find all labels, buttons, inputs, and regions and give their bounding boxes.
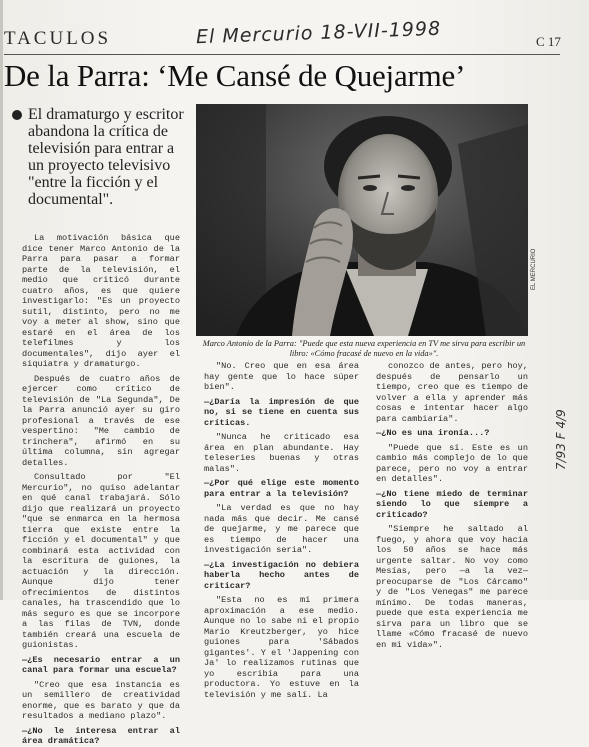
article-paragraph: conozco de antes, pero hoy, después de pensarlo un tiempo, creo que es tiempo de volver a ella y aprender más cosas e intentar hacer algo para cambiaría". (376, 361, 528, 424)
article-headline: De la Parra: ‘Me Cansé de Quejarme’ (4, 58, 466, 93)
photo-caption: Marco Antonio de la Parra: "Puede que esta nueva experiencia en TV me sirva para escribir un libro: «Cómo fracasé de nuevo en la vida»". (202, 339, 526, 358)
article-paragraph: "No. Creo que en esa área hay gente que lo hace súper bien". (204, 361, 359, 392)
article-paragraph: "Nunca he criticado esa área en plan abundante. Hay teleseries buenas y otras malas". (204, 432, 359, 474)
page-edge (0, 0, 3, 600)
interview-question: —¿Es necesario entrar a un canal para formar una escuela? (22, 654, 180, 675)
article-paragraph: "Puede que sí. Este es un cambio más complejo de lo que parece, pero no voy a entrar en detalles". (376, 442, 528, 484)
interview-question: —¿La investigación no debiera haberla hecho antes de criticar? (204, 559, 359, 591)
handwritten-side-note: 7/93 F 4/9 (554, 409, 568, 470)
portrait-photo (196, 104, 528, 336)
photo-credit: EL MERCURIO (531, 248, 537, 290)
article-deck: El dramaturgo y escritor abandona la crítica de televisión para entrar a un proyecto televisivo "entre la ficción y el documental". (28, 106, 184, 208)
portrait-illustration (196, 104, 528, 336)
article-paragraph: "Esta no es mi primera aproximación a ese medio. Aunque no lo sabe ni el propio Mario Kreutzberger, yo hice guiones para 'Sábados gigantes'. Y el 'Jappening con Ja' lo realizamos rutinas que yo escribía para una productora. Yo estuve en la televisión y me salí. La (204, 595, 359, 700)
interview-question: —¿No le interesa entrar al área dramática? (22, 725, 180, 746)
article-paragraph: "Siempre he saltado al fuego, y ahora que voy hacia los 50 años se hace más urgente saltar. No voy como Mesías, pero —a la vez— preocuparse de "Los Cárcamo" y de "Los Venegas" me parece mínimo. De todas maneras, puede que esta experiencia me sirva para un libro que se llame «Cómo fracasé de nuevo en mi vida»". (376, 524, 528, 650)
article-paragraph: "La verdad es que no hay nada más que decir. Me cansé de quejarme, y me parece que es tiempo de hacer una investigación seria". (204, 503, 359, 555)
article-column-3 (376, 361, 528, 650)
page-number: C 17 (536, 34, 561, 49)
article-paragraph: Consultado por "El Mercurio", no quiso adelantar en qué canal trabajará. Sólo dijo que realizará un proyecto "que se enmarca en la hermosa tierra que existe entre la ficción y el documental" y que combinará esta actividad con la escritura de guiones, la actuación y la dirección. Aunque dijo tener ofrecimientos de distintos canales, ha trascendido que lo más seguro es que se incorpore a las filas de TVN, donde también creará una escuela de guionistas. (22, 472, 180, 650)
interview-question: —¿Daría la impresión de que no, si se tiene en cuenta sus críticas. (204, 396, 359, 428)
interview-question: —¿Por qué elige este momento para entrar a la televisión? (204, 478, 359, 499)
handwritten-source-note: El Mercurio 18-VII-1998 (195, 17, 442, 49)
interview-question: —¿No es una ironía...? (376, 428, 490, 438)
article-column-1 (22, 233, 180, 747)
article-paragraph: La motivación básica que dice tener Marco Antonio de la Parra para pasar a formar parte de la televisión, el medio que criticó durante cuatro años, es que quiere investigarlo: "Es un proyecto sutil, distinto, pero no me voy a meter al show, sino que estaré en el área de los telefilmes y los documentales", dijo ayer el siquiatra y dramaturgo. (22, 233, 180, 369)
section-header: TACULOS (4, 28, 112, 49)
article-paragraph: "Creo que esa instancia es un semillero de creatividad enorme, que es barato y que da resultados a mediano plazo". (22, 679, 180, 721)
bullet-icon (12, 110, 22, 120)
article-paragraph: Después de cuatro años de ejercer como crítico de televisión de "La Segunda", De la Parra anunció ayer su giro profesional a través de ese vespertino: "Me cambio de trinchera", afirmó en su última columna, sin agregar detalles. (22, 373, 180, 468)
header-rule (4, 54, 560, 55)
interview-question: —¿No tiene miedo de terminar siendo lo que siempre a criticado? (376, 488, 528, 520)
article-column-2 (204, 361, 359, 700)
